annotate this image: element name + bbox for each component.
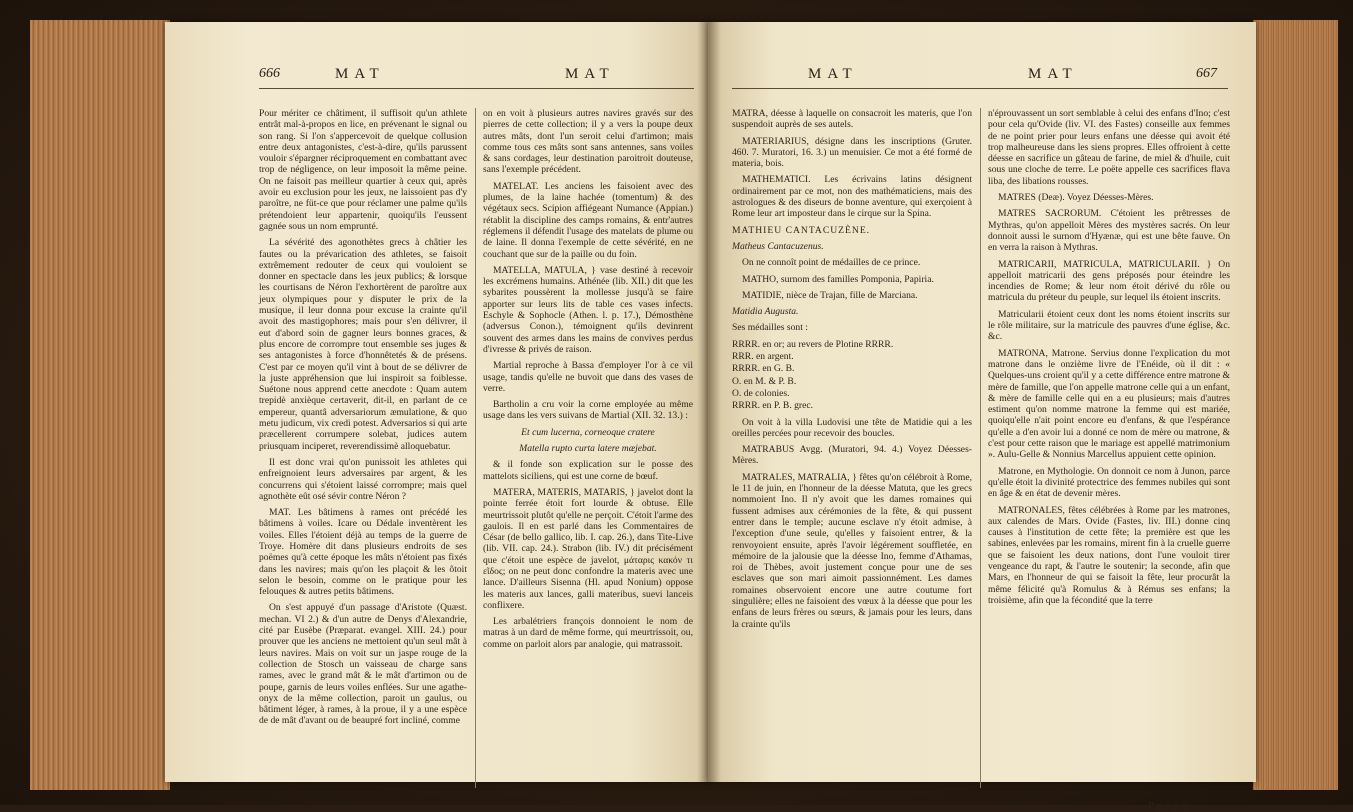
entry-matelat: MATELAT. Les anciens les faisoient avec des plumes, de la laine hachée (tomentum) & des végétaux secs. Scipion affiégeant Numance (Appian.) rétablit la discipline des camps romains, & entr'autres réglemens il défendit l'usage des matelats de plume ou de laine. Il donna l'exemple de cette sévérité, en ne couchant que sur de la paille ou du foin. xyxy=(483,180,693,260)
entry-materiarius: MATERIARIUS, désigne dans les inscriptions (Gruter. 460. 7. Muratori, 16. 3.) un menuisier. Ce mot a été formé de materia, bois. xyxy=(732,135,972,170)
right-page xyxy=(708,22,1256,812)
column-divider xyxy=(980,108,981,788)
entry-matricarii: MATRICARII, MATRICULA, MATRICULARII. } On appelloit matricarii des gens préposés pour éteindre les incendies de Rome; & leur nom étoit dérivé du rôle ou matricula du préteur du peuple, sur lequel ils étoient inscrits. xyxy=(988,258,1230,304)
entry-matho: MATHO, surnom des familles Pomponia, Papiria. xyxy=(742,273,934,285)
header-rule xyxy=(259,88,694,89)
medal-line: RRRR. en or; au revers de Plotine RRRR. xyxy=(732,338,894,350)
entry-matidie: MATIDIE, nièce de Trajan, fille de Marciana. xyxy=(742,289,918,301)
verse-line: Matella rupto curta latere mæjebat. xyxy=(519,443,657,455)
paragraph: Matricularii étoient ceux dont les noms étoient inscrits sur le rôle militaire, sur la matricule des pauvres d'une église, &c. &c. xyxy=(988,308,1230,343)
paragraph: on en voit à plusieurs autres navires gravés sur des pierres de cette collection; il y a vers la poupe deux autres mâts, dont l'un seroit celui d'artimon; mais comme tous ces mâts sont sans antennes, sans voiles & sans cordages, leur destination paroitroit douteuse, sans l'exemple précédent. xyxy=(483,108,693,176)
running-header-right: MAT xyxy=(1028,66,1078,82)
verse-line: Et cum lucerna, corneoque cratere xyxy=(521,426,655,438)
page-number: 666 xyxy=(259,66,280,81)
legend: Matidia Augusta. xyxy=(732,306,799,318)
medal-line: O. en M. & P. B. xyxy=(732,375,797,387)
paragraph: Pour mériter ce châtiment, il suffisoit qu'un athlete entrât mal-à-propos en lice, en prévenant le signal ou son rang. Si l'on s'appercevoit de quelque collusion entre deux antagonistes, c'est-à-dire, qu'ils parussent vouloir s'épargner réciproquement en combattant avec trop de négligence, on leur imposoit la même peine. On ne faisoit pas meilleur quartier à ceux qui, après avoir eu exclusion pour les jeux, ne laissoient pas d'y paroître, ne füt-ce que pour réclamer une palme qu'ils prétendoient leur appartenir, quoiqu'ils l'eussent gagnée sous un nom emprunté. xyxy=(259,108,467,232)
left-page xyxy=(165,22,710,782)
left-column-1 xyxy=(259,108,467,732)
left-page-edges xyxy=(30,20,170,790)
signature-mark: P p p p ij xyxy=(1148,800,1188,812)
paragraph: Bartholin a cru voir la corne employée au même usage dans les vers suivans de Martial (XII. 32. 13.) : xyxy=(483,399,693,422)
left-column-2 xyxy=(483,108,693,655)
paragraph: La sévérité des agonothètes grecs à châtier les fautes ou la prévarication des athletes, se faisoit extrêmement redouter de ceux qui vouloient se donner en spectacle dans les jeux publics; & lorsque les courtisans de Néron l'exhortèrent de paroître aux jeux olympiques pour y disputer le prix de la musique, il leur donna pour excuse la crainte qu'il avoit des mastigophores; mais pour s'en délivrer, il eut d'abord soin de gagner leurs bonnes graces, & plus encore de corrompre tout ensemble ses juges & ses antagonistes à force d'honnêtetés & de présens. C'est par ce moyen qu'il vint à bout de se délivrer de la juste appréhension que lui inspiroit sa foiblesse. Suétone nous apprend cette anecdote : Quam autem trepidè anxièque certaverit, dit-il, en parlant de ce empereur, quantâ adversariorum æmulatione, & quo metu judicum, vix credi potest. Adversarios si qui arte præcellerent corrumpere solebat, judices autem priusquam inciperet, reverendissimè alloquebatur. xyxy=(259,237,467,452)
entry-mathieu: MATHIEU CANTACUZÈNE. xyxy=(732,224,871,236)
entry-matrales: MATRALES, MATRALIA, } fêtes qu'on célébroit à Rome, le 11 de juin, en l'honneur de la déesse Matuta, que les grecs nommoient Ino. Il n'y avoit que les dames romaines qui fussent admises aux cérémonies de la fête, & qui pussent entrer dans le temple; aucune esclave n'y étoit admise, à l'exception d'une seule, qu'elles y faisoient entrer, & la renvoyoient ensuite, après l'avoir légérement souffletée, en mémoire de la jalousie que la déesse Ino, femme d'Athamas, roi de Thèbes, avoit justement conçue pour une de ses esclaves que son mari aimoit passionnément. Les dames romaines observoient encore une autre coutume fort singulière; elles ne faisoient des vœux à la déesse que pour les enfans de leurs frères ou sœurs, & jamais pour les leurs, dans la crainte qu'ils xyxy=(732,471,972,630)
medal-line: RRRR. en G. B. xyxy=(732,363,795,375)
entry-matrabus: MATRABUS Avgg. (Muratori, 94. 4.) Voyez Déesses-Mères. xyxy=(732,444,972,467)
paragraph: Il est donc vrai qu'on punissoit les athletes qui enfreignoient leurs adversaires par argent, & les concurrens qui s'étoient laissé corrompre; mais quel agnothète eût osé sévir contre Néron ? xyxy=(259,456,467,502)
book-gutter xyxy=(697,22,721,782)
paragraph: & il fonde son explication sur le posse des mattelots siciliens, qui est une corne de bœuf. xyxy=(483,459,693,482)
medal-heading: Ses médailles sont : xyxy=(732,322,808,334)
paragraph: Martial reproche à Bassa d'employer l'or à ce vil usage, tandis qu'elle ne buvoit que dans des vases de verre. xyxy=(483,360,693,394)
header-rule xyxy=(732,88,1228,89)
right-column-2 xyxy=(988,108,1230,611)
page-number: 667 xyxy=(1196,66,1217,81)
entry-mathematici: MATHEMATICI. Les écrivains latins désignent ordinairement par ce mot, non des mathématiciens, mais des astrologues & des diseurs de bonne aventure, qui exerçoient à Rome leur art imposteur dans le cirque sur la Spina. xyxy=(732,174,972,220)
paragraph: On s'est appuyé d'un passage d'Aristote (Quæst. mechan. VI 2.) & d'un autre de Denys d'Alexandrie, cité par Eusèbe (Præparat. evangel. XIII. 24.) pour prouver que les anciens ne mettoient qu'un seul mât à leurs navires. Mais on voit sur un jaspe rouge de la collection de Stosch un vaisseau de charge sans rames, avec le grand mât & le mât d'artimon ou de poupe, garnis de leurs voiles enflées. Sur une agathe-onyx de la même collection, paroit un gaulus, ou bâtiment léger, à rames, à la proue, il y a une espèce de de mât d'avant ou de beaupré fort incliné, comme xyxy=(259,602,467,727)
paragraph: n'éprouvassent un sort semblable à celui des enfans d'Ino; c'est pour cela qu'Ovide (liv. VI. des Fastes) conseille aux femmes de ne point prier pour leurs enfans une déesse qui avoit été trop malheureuse dans les siens propres. Elles offroient à cette déesse en sacrifice un gâteau de farine, de miel & d'huile, cuit sous une cloche de terre. Le poëte appelle ces sacrifices flava liba, des libations rousses. xyxy=(988,108,1230,187)
paragraph: MAT. Les bâtimens à rames ont précédé les bâtimens à voiles. Icare ou Dédale inventèrent les voiles. Elles l'étoient déjà au temps de la guerre de Troye. Homère dit dans plusieurs endroits de ses poëmes qu'à cette époque les mâts n'étoient pas fixés dans les navires; mais qu'on les plaçoit & les ôtoit selon le besoin, comme on le pratique pour les felouques & autres petits bâtimens. xyxy=(259,507,467,598)
column-divider xyxy=(475,108,476,788)
legend: Matheus Cantacuzenus. xyxy=(732,240,824,252)
entry-matera: MATERA, MATERIS, MATARIS, } javelot dont la pointe ferrée étoit fort lourde & obtuse. Elle meurtrissoit plutôt qu'elle ne perçoit. C'étoit l'arme des gaulois. Il en est parlé dans les Commentaires de César (de bello gallico, lib. I. cap. 26.), dans Tite-Live (lib. VII. cap. 24.). Strabon (lib. IV.) dit précisément que c'étoit une espèce de javelot, μάταρις κακόν τι εῖδος; on ne peut donc confondre la materis avec une lance. D'ailleurs Sisenna (Hl. apud Nonium) oppose les materis aux lances, galli materibus, suevi lanceis conflixere. xyxy=(483,486,693,611)
entry-matres-sacrorum: MATRES SACRORUM. C'étoient les prêtresses de Mythras, qu'on appelloit Mères des mystères sacrés. On leur donnoit aussi le surnom d'Hyænæ, qui est une bête fauve. On en verra la raison à Mythras. xyxy=(988,208,1230,254)
entry-matra: MATRA, déesse à laquelle on consacroit les materis, que l'on suspendoit auprès de ses autels. xyxy=(732,108,972,131)
right-column-1 xyxy=(732,108,972,635)
entry-matrona: MATRONA, Matrone. Servius donne l'explication du mot matrone dans le onzième livre de l'Enéide, où il dit : « Quelques-uns croient qu'il y a cette différence entre matrone & mère de famille, que l'on appelle matrone celle qui a un enfant, & mère de famille celle qui en a eu plusieurs; mais d'autres estiment qu'on nomme matrone la femme qui est mariée, quoiqu'elle n'ait point encore eu d'enfans, & que l'espérance qu'elle a d'en avoir lui a donné ce nom de mère ou matrone, & c'est pour cette raison que le mariage est appellé matrimonium ». Aulu-Gelle & Nonnius Marcellus appuient cette opinion. xyxy=(988,347,1230,461)
paragraph: On voit à la villa Ludovisi une tête de Matidie qui a les oreilles percées pour recevoir des boucles. xyxy=(732,416,972,439)
entry-matrone: Matrone, en Mythologie. On donnoit ce nom à Junon, parce qu'elle étoit la divinité protectrice des femmes nubiles qui sont en âge & en état de devenir mères. xyxy=(988,465,1230,500)
medal-line: RRR. en argent. xyxy=(732,351,794,363)
paragraph: On ne connoît point de médailles de ce prince. xyxy=(742,257,921,269)
running-header-right: MAT xyxy=(565,66,615,82)
running-header: MAT xyxy=(335,66,385,82)
medal-line: O. de colonies. xyxy=(732,387,790,399)
medal-line: RRRR. en P. B. grec. xyxy=(732,400,814,412)
running-header: MAT xyxy=(808,66,858,82)
entry-matella: MATELLA, MATULA, } vase destiné à recevoir les excrémens humains. Athénée (lib. XII.) dit que les sybarites poussèrent la mollesse jusqu'à se faire apporter sur leurs lits de table ces vases infects. Eschyle & Sophocle (Athen. l. p. 17.), Démosthène (adversus Conon.), témoignent qu'ils devinrent souvent des armes dans les mains de convives perdus d'ivresse & privés de raison. xyxy=(483,264,693,355)
entry-matres: MATRES (Deæ). Voyez Déesses-Mères. xyxy=(998,192,1154,204)
right-page-edges xyxy=(1253,20,1338,790)
entry-matronales: MATRONALES, fêtes célébrées à Rome par les matrones, aux calendes de Mars. Ovide (Fastes, liv. III.) donne cinq causes à l'institution de cette fête; la première est que les sabines, enlevées par les romains, mirent fin à la cruelle guerre que se faisoient les deux nations, dont l'une vouloit tirer vengeance du rapt, & l'autre le soutenir; la seconde, afin que Mars, en l'honneur de qui se faisoit la fête, leur procurât la même félicité qu'à Romulus & à Rémus ses enfans; la troisième, afin que la fécondité que la terre xyxy=(988,504,1230,606)
paragraph: Les arbalétriers françois donnoient le nom de matras à un dard de même forme, qui meurtrissoit, ou, comme on parloit alors par analogie, qui matrassoit. xyxy=(483,616,693,650)
